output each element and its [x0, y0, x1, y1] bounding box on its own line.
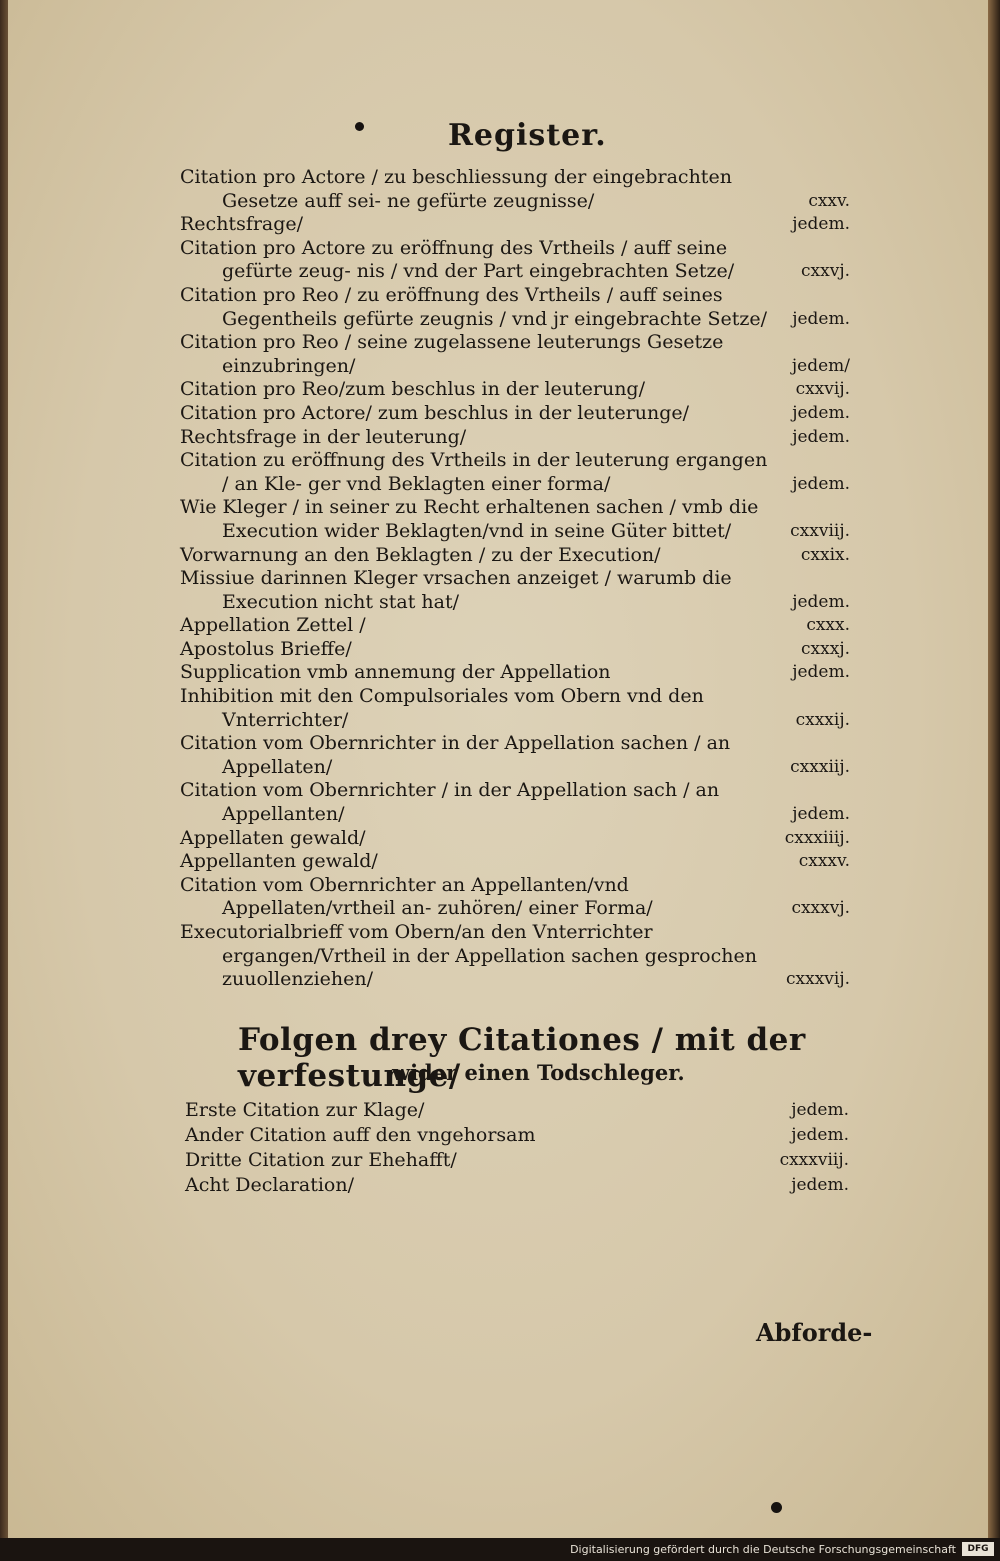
- register-entry: [180, 284, 856, 331]
- page-edge: [988, 0, 1000, 1538]
- entry-text: Erste Citation zur Klage/: [185, 1099, 425, 1121]
- entry-text: Appellaten gewald/: [180, 826, 366, 849]
- register-entry: [180, 779, 856, 826]
- page-heading: Register.: [448, 118, 607, 153]
- register-entry: [180, 449, 856, 496]
- entry-text: Citation pro Actore zu eröffnung des Vrtheils / auff seine gefürte zeug- nis / vnd der Part eingebrachten Setze/: [180, 236, 735, 283]
- entry-text: Executorialbrieff vom Obern/an den Vnterrichter ergangen/Vrtheil in der Appellation sachen gesprochen zuuollenziehen/: [180, 921, 757, 991]
- entry-text: Appellation Zettel /: [180, 614, 366, 637]
- entry-page: cxxxvj.: [791, 898, 850, 919]
- entry-text: Vorwarnung an den Beklagten / zu der Execution/: [180, 543, 661, 566]
- entry-page: jedem.: [791, 1175, 849, 1195]
- entry-text: Appellanten gewald/: [180, 850, 378, 873]
- ink-dot-bottom: [771, 1502, 782, 1513]
- entry-page: cxxx.: [806, 615, 850, 636]
- entry-text: Apostolus Brieffe/: [180, 637, 352, 660]
- register-entry: [180, 378, 856, 402]
- entry-page: jedem.: [791, 1100, 849, 1120]
- entry-text: Rechtsfrage/: [180, 213, 304, 236]
- section-subtitle: wider einen Todschleger.: [392, 1060, 685, 1085]
- entry-text: Citation pro Actore/ zum beschlus in der leuterunge/: [180, 401, 690, 424]
- entry-page: jedem.: [792, 804, 850, 825]
- register-entry: [180, 213, 856, 237]
- entry-text: Citation vom Obernrichter an Appellanten/vnd Appellaten/vrtheil an- zuhören/ einer Forma/: [180, 873, 653, 920]
- entry-page: cxxxv.: [798, 851, 850, 872]
- entry-text: Acht Declaration/: [185, 1174, 354, 1196]
- footer-bar: [0, 1538, 1000, 1561]
- entry-text: Citation pro Reo/zum beschlus in der leuterung/: [180, 378, 645, 401]
- register-entry: [180, 331, 856, 378]
- register-entry: [180, 638, 856, 662]
- entry-page: cxxix.: [800, 544, 850, 565]
- register-entry: [180, 685, 856, 732]
- entry-page: cxxvj.: [801, 261, 850, 282]
- entry-text: Dritte Citation zur Ehehafft/: [185, 1149, 457, 1171]
- catchword: Abforde-: [756, 1318, 873, 1347]
- book-spine: [0, 0, 8, 1538]
- entry-page: cxxv.: [808, 190, 850, 211]
- entry-page: jedem.: [792, 473, 850, 494]
- entry-text: Citation pro Actore / zu beschliessung der eingebrachten Gesetze auff sei- ne gefürte zeugnisse/: [180, 166, 732, 212]
- register-entry: [180, 661, 856, 685]
- register-entry: [185, 1148, 855, 1173]
- entry-page: jedem.: [791, 1125, 849, 1145]
- register-entry: [180, 732, 856, 779]
- register-entry: [180, 827, 856, 851]
- entry-page: cxxxiij.: [790, 756, 850, 777]
- entry-page: jedem/: [791, 355, 850, 376]
- entry-page: cxxxvij.: [786, 969, 850, 990]
- entry-page: jedem.: [792, 214, 850, 235]
- entry-page: jedem.: [792, 591, 850, 612]
- ink-dot-top: [355, 122, 364, 131]
- entry-page: jedem.: [792, 308, 850, 329]
- register-entry: [180, 402, 856, 426]
- entry-page: cxxxiiij.: [784, 827, 850, 848]
- entry-page: jedem.: [792, 662, 850, 683]
- entry-page: jedem.: [792, 426, 850, 447]
- entry-text: Missiue darinnen Kleger vrsachen anzeiget / warumb die Execution nicht stat hat/: [180, 567, 732, 613]
- register-entry: [185, 1173, 855, 1198]
- register-entry: [180, 850, 856, 874]
- entry-text: Supplication vmb annemung der Appellation: [180, 661, 611, 684]
- register-entries: [180, 166, 856, 992]
- register-entry: [180, 567, 856, 614]
- entry-text: Wie Kleger / in seiner zu Recht erhaltenen sachen / vmb die Execution wider Beklagten/vnd in seine Güter bittet/: [180, 496, 759, 542]
- entry-page: jedem.: [792, 402, 850, 423]
- register-entry: [180, 874, 856, 921]
- dfg-logo: DFG: [962, 1542, 994, 1556]
- entry-text: Rechtsfrage in der leuterung/: [180, 425, 467, 448]
- entry-text: Citation zu eröffnung des Vrtheils in der leuterung ergangen / an Kle- ger vnd Beklagten einer forma/: [180, 449, 768, 495]
- entry-page: cxxvij.: [795, 379, 850, 400]
- entry-text: Inhibition mit den Compulsoriales vom Obern vnd den Vnterrichter/: [180, 685, 704, 731]
- register-entry: [180, 614, 856, 638]
- entry-text: Citation vom Obernrichter in der Appellation sachen / an Appellaten/: [180, 732, 731, 778]
- footer-text: Digitalisierung gefördert durch die Deutsche Forschungsgemeinschaft: [570, 1543, 956, 1556]
- register-entry: [180, 544, 856, 568]
- register-entry: [180, 921, 856, 992]
- entry-page: cxxxj.: [801, 638, 850, 659]
- register-entry: [180, 166, 856, 213]
- section-title: Folgen drey Citationes / mit der verfestunge/: [238, 1022, 806, 1094]
- entry-page: cxxxij.: [795, 709, 850, 730]
- register-entry: [180, 237, 856, 284]
- entry-text: Citation pro Reo / zu eröffnung des Vrtheils / auff seines Gegentheils gefürte zeugnis / vnd jr eingebrachte Setze/: [180, 283, 768, 330]
- citation-entries: [185, 1098, 855, 1198]
- entry-text: Citation vom Obernrichter / in der Appellation sach / an Appellanten/: [180, 779, 720, 826]
- entry-text: Citation pro Reo / seine zugelassene leuterungs Gesetze einzubringen/: [180, 331, 724, 377]
- register-entry: [185, 1123, 855, 1148]
- entry-page: cxxxviij.: [779, 1150, 849, 1170]
- entry-text: Ander Citation auff den vngehorsam: [185, 1124, 536, 1146]
- register-entry: [180, 496, 856, 543]
- register-entry: [180, 426, 856, 450]
- entry-page: cxxviij.: [790, 520, 850, 541]
- register-entry: [185, 1098, 855, 1123]
